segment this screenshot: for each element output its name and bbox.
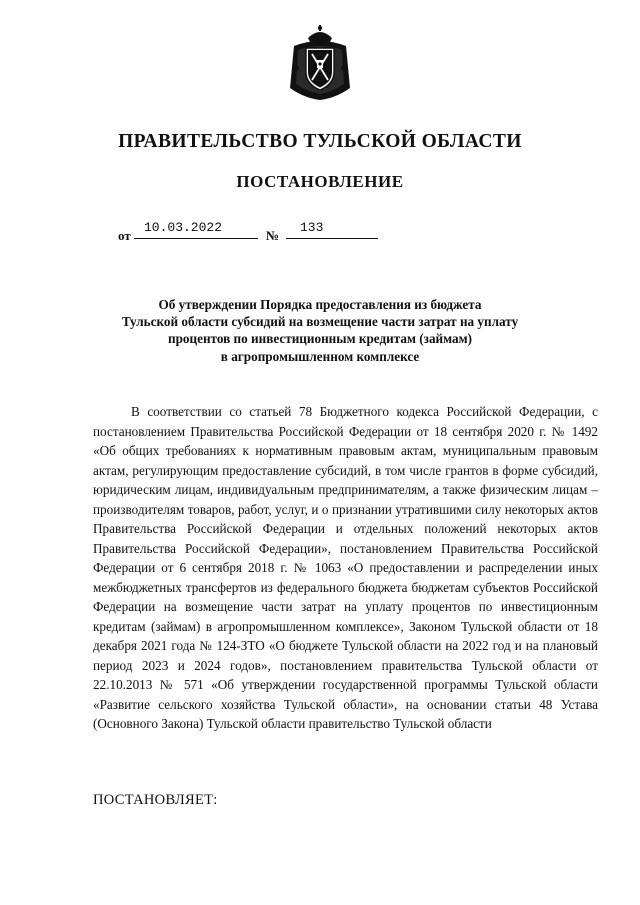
document-meta bbox=[118, 218, 398, 244]
organization-name: ПРАВИТЕЛЬСТВО ТУЛЬСКОЙ ОБЛАСТИ bbox=[118, 131, 522, 152]
title-line: в агропромышленном комплексе bbox=[220, 348, 420, 364]
coat-of-arms-icon bbox=[286, 24, 354, 102]
number-underline bbox=[286, 238, 378, 239]
date-label: от bbox=[118, 228, 131, 243]
title-line: Об утверждении Порядка предоставления из бюджета bbox=[158, 297, 482, 312]
document-number: 133 bbox=[300, 220, 324, 235]
title-line: процентов по инвестиционным кредитам (займам) bbox=[167, 331, 472, 347]
title-line: Тульской области субсидий на возмещение части затрат на уплату bbox=[121, 314, 519, 330]
document-title bbox=[90, 296, 550, 365]
preamble-paragraph: В соответствии со статьей 78 Бюджетного кодекса Российской Федерации, с постановлением Правительства Российской Федерации от 18 сентября 2020 г. № 1492 «Об общих требованиях к нормативным правовым актам, муниципальным правовым актам, регулирующим предоставление субсидий, в том числе грантов в форме субсидий, юридическим лицам, индивидуальным предпринимателям, а также физическим лицам – производителям товаров, работ, услуг, и о признании утратившими силу некоторых актов Правительства Российской Федерации и отдельных положений некоторых актов Правительства Российской Федерации», постановлением Правительства Российской Федерации от 6 сентября 2018 г. № 1063 «О предоставлении и распределении иных межбюджетных трансфертов из федерального бюджета бюджетам субъектов Российской Федерации на возмещение части затрат на уплату процентов по инвестиционным кредитам (займам) в агропромышленном комплексе», Законом Тульской области от 18 декабря 2021 года № 124-ЗТО «О бюджете Тульской области на 2022 год и на плановый период 2023 и 2024 годов», постановлением правительства Тульской области от 22.10.2013 № 571 «Об утверждении государственной программы Тульской области «Развитие сельского хозяйства Тульской области», на основании статьи 48 Устава (Основного Закона) Тульской области правительство Тульской области bbox=[93, 404, 598, 731]
resolution-word: ПОСТАНОВЛЯЕТ: bbox=[93, 792, 218, 808]
document-date: 10.03.2022 bbox=[144, 220, 223, 235]
document-type: ПОСТАНОВЛЕНИЕ bbox=[236, 172, 404, 191]
date-underline bbox=[134, 238, 258, 239]
number-label: № bbox=[266, 228, 280, 243]
